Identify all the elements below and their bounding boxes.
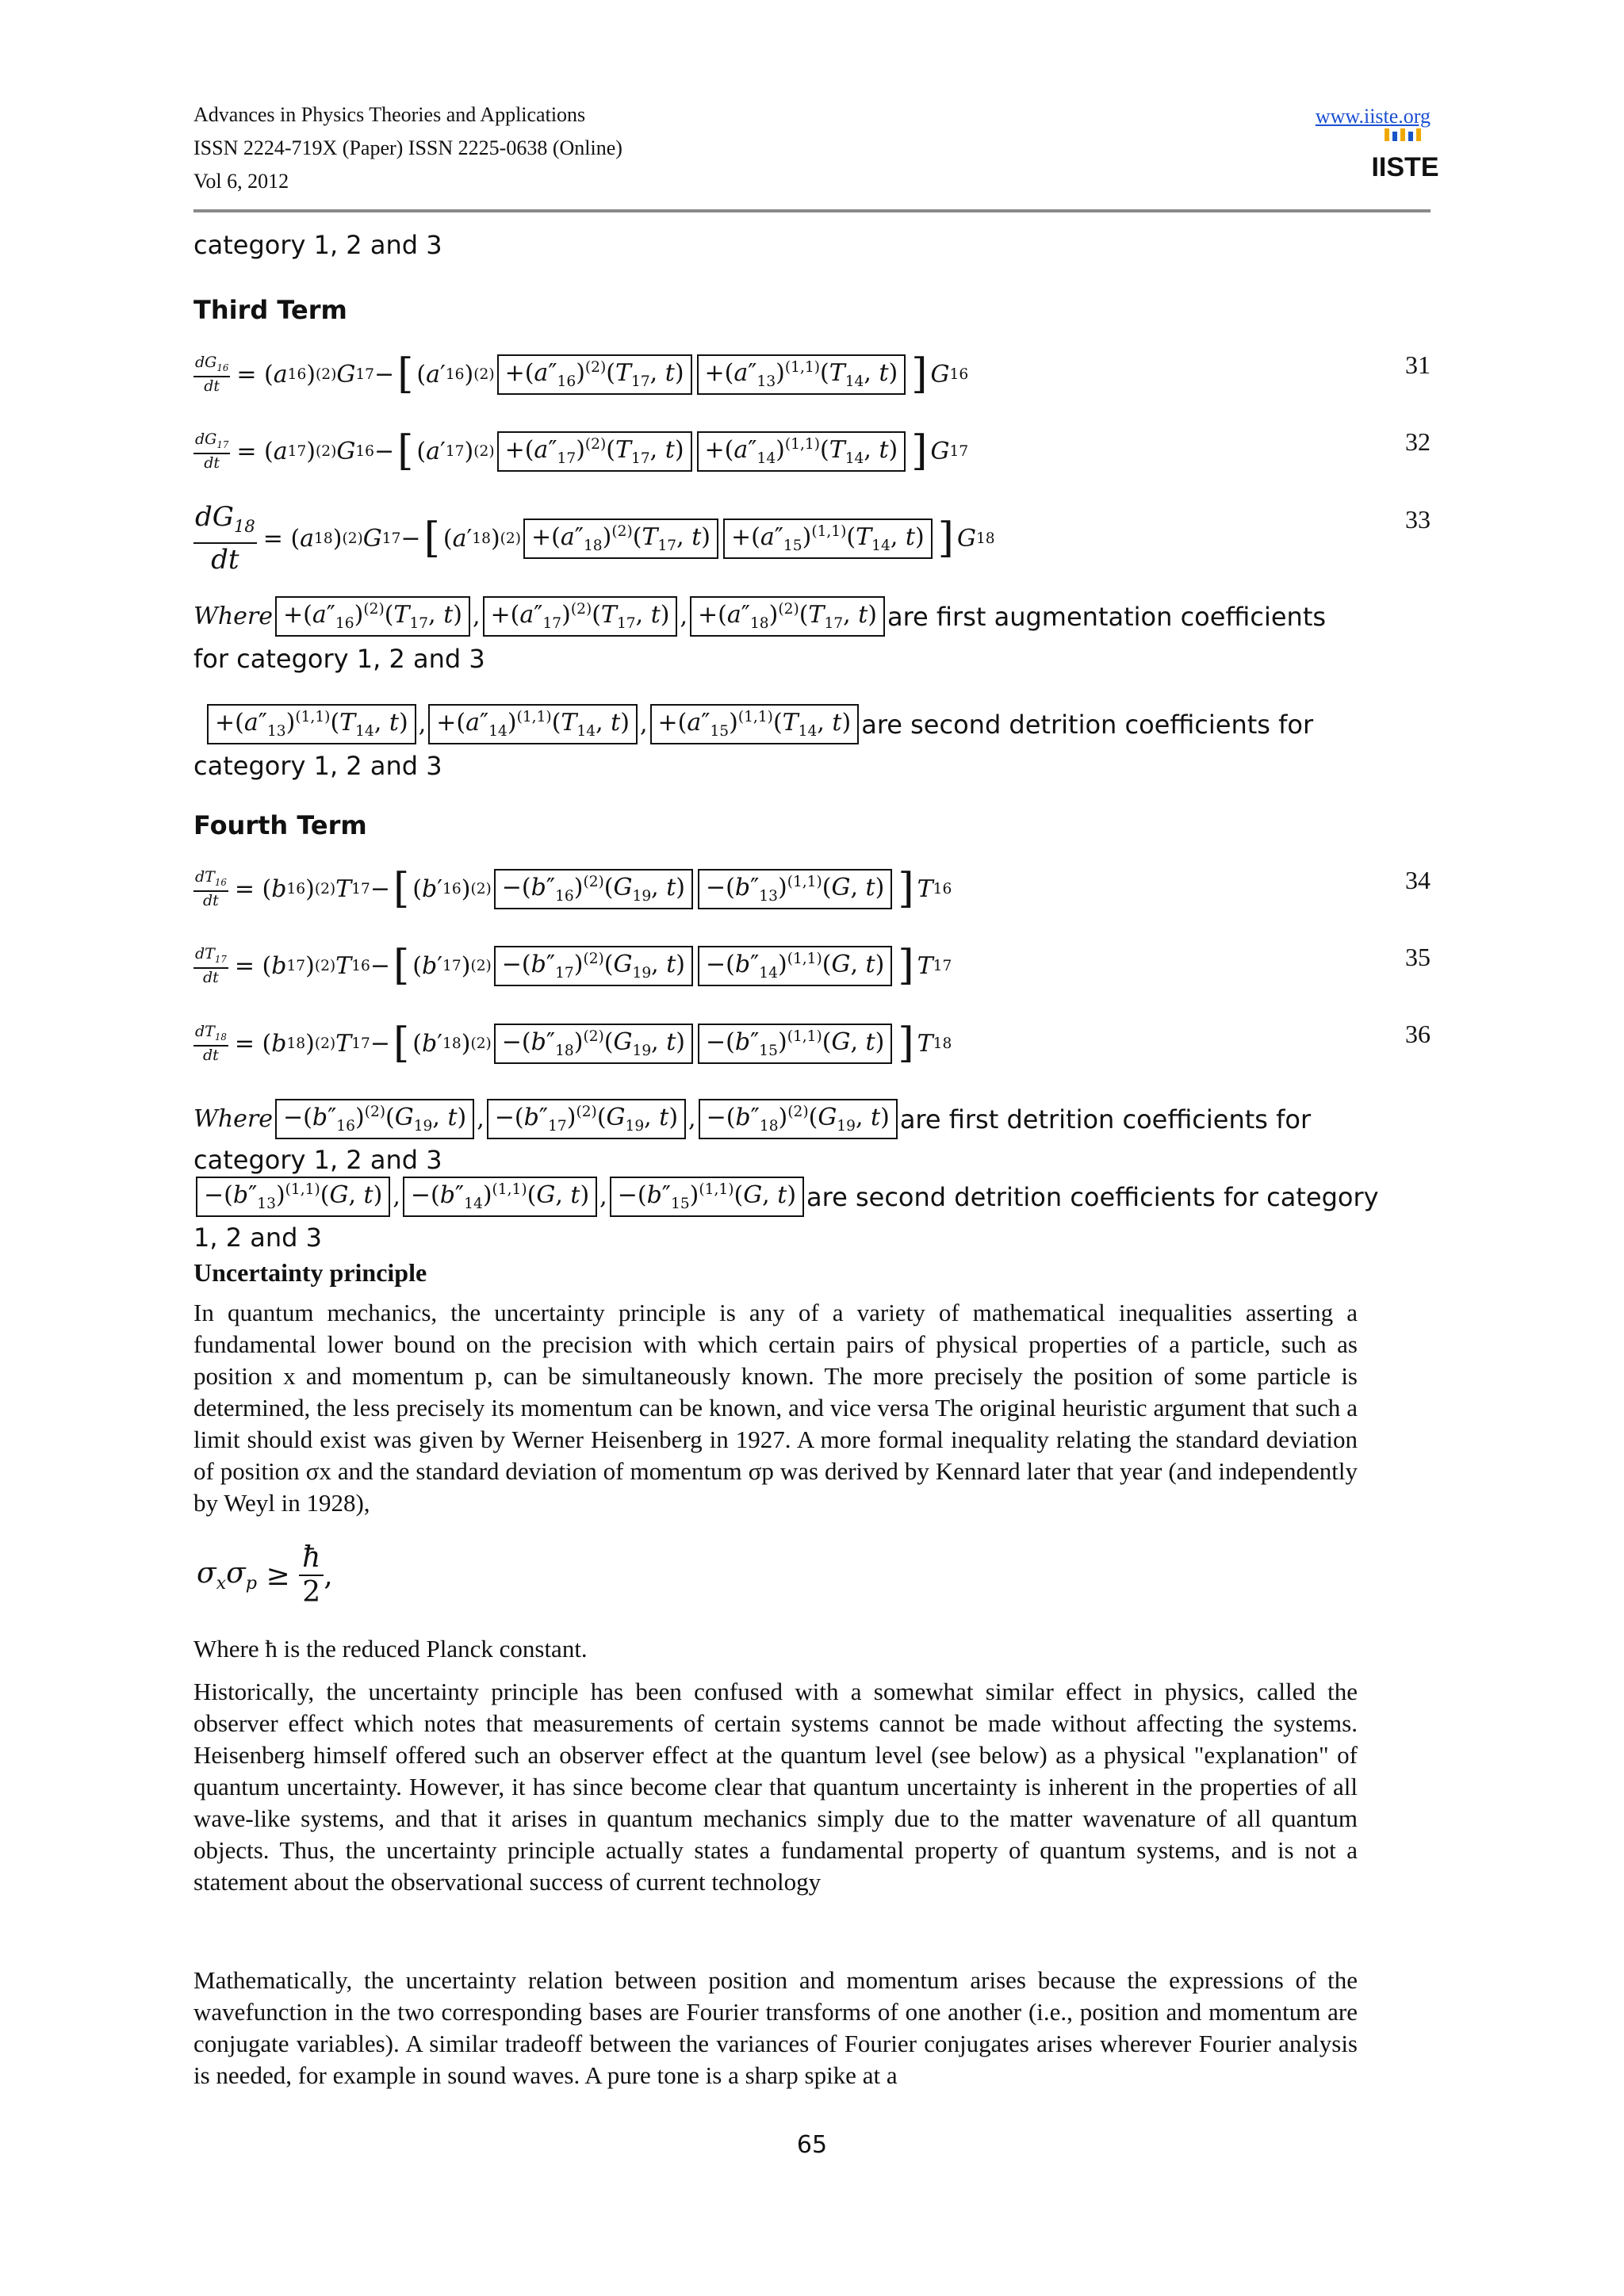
logo-text: IISTE: [1371, 152, 1439, 182]
section-title: Uncertainty principle: [193, 1258, 427, 1287]
equation-number: 34: [1405, 866, 1431, 894]
third-second-tail: are second detrition coefficients for: [861, 709, 1314, 740]
issn-line: ISSN 2224-719X (Paper) ISSN 2225-0638 (Online): [193, 136, 622, 159]
uncertainty-formula: $\sigma_x\sigma_p$ ≥ ħ 2 ,: [197, 1541, 333, 1609]
fourth-term-heading: Fourth Term: [193, 810, 367, 840]
equation-number: 36: [1405, 1020, 1431, 1048]
paragraph-2: Historically, the uncertainty principle has been confused with a somewhat similar effect in physics, called the observer effect which notes that measurements of certain systems cannot be made without affecting the systems. Heisenberg himself offered such an observer effect at the quantum level (see below) as a physical "explanation" of quantum uncertainty. However, it has since become clear that quantum uncertainty is inherent in the properties of all wave-like systems, and that it arises in quantum mechanics simply due to the matter wavenature of all quantum objects. Thus, the uncertainty principle actually states a fundamental property of quantum systems, and is not a statement about the observational success of current technology: [193, 1678, 1358, 1896]
iiste-logo: [1371, 128, 1439, 184]
third-where-line2: for category 1, 2 and 3: [193, 644, 485, 674]
equation-34: $\frac{dT_{16}}{dt}$ = ( b 16 ) (2) T 17 − [ ( b ′ 16 ) (2) $-(b''_{16})^{(2)}(G_{19}$, t) $-(b''_{13})^{(1,1)}(G$, t) ] T 16: [195, 865, 952, 913]
equation-35: $\frac{dT_{17}}{dt}$ = ( b 17 ) (2) T 16 − [ ( b ′ 17 ) (2) $-(b''_{17})^{(2)}(G_{19}$, t) $-(b''_{14})^{(1,1)}(G$, t) ] T 17: [195, 942, 952, 989]
third-second-line: $+(a''_{13})^{(1,1)}(T_{14}$, t) , $+(a''_{14})^{(1,1)}(T_{14}$, t) , $+(a''_{15})^{(1,1)}(T_{14}$, t) are second detrition coefficients for: [205, 704, 1313, 744]
equation-36: $\frac{dT_{18}}{dt}$ = ( b 18 ) (2) T 17 − [ ( b ′ 18 ) (2) $-(b''_{18})^{(2)}(G_{19}$, t) $-(b''_{15})^{(1,1)}(G$, t) ] T 18: [195, 1020, 952, 1067]
equation-31: $\frac{dG_{16}}{dt}$ = ( a 16 ) (2) G 17 − [ ( a ′ 16 ) (2) $+(a''_{16})^{(2)}(T_{17}$, t) $+(a''_{13})^{(1,1)}(T_{14}$, t) ] G 16: [195, 350, 969, 398]
fourth-second-tail: are second detrition coefficients for category: [806, 1181, 1379, 1212]
equation-32: $\frac{dG_{17}}{dt}$ = ( a 17 ) (2) G 16 − [ ( a ′ 17 ) (2) $+(a''_{17})^{(2)}(T_{17}$, t) $+(a''_{14})^{(1,1)}(T_{14}$, t) ] G 17: [195, 427, 969, 475]
journal-title: Advances in Physics Theories and Applications: [193, 103, 586, 126]
fourth-second-line2: 1, 2 and 3: [193, 1223, 322, 1253]
paragraph-3: Mathematically, the uncertainty relation between position and momentum arises because the expressions of the wavefunction in the two corresponding bases are Fourier transforms of one another (i.e., position and momentum are conjugate variables). A similar tradeoff between the variances of Fourier conjugates arises wherever Fourier analysis is needed, for example in sound waves. A pure tone is a sharp spike at a: [193, 1966, 1358, 2089]
paragraph-1: In quantum mechanics, the uncertainty principle is any of a variety of mathematical inequalities asserting a fundamental lower bound on the precision with which certain pairs of physical properties of a particle, such as position x and momentum p, can be simultaneously known. The more precisely the position of some particle is determined, the less precisely its momentum can be known, and vice versa The original heuristic argument that such a limit should exist was given by Werner Heisenberg in 1927. A more formal inequality relating the standard deviation of position σx and the standard deviation of momentum σp was derived by Kennard later that year (and independently by Weyl in 1928),: [193, 1299, 1358, 1517]
equation-number: 35: [1405, 943, 1431, 971]
where-word: Where: [193, 1105, 274, 1133]
third-term-heading: Third Term: [193, 295, 347, 325]
fourth-where-tail: are first detrition coefficients for: [899, 1104, 1312, 1135]
fourth-where-line: Where $-(b''_{16})^{(2)}(G_{19}$, t) , $-(b''_{17})^{(2)}(G_{19}$, t) , $-(b''_{18})^{(2)}(G_{19}$, t) are first detrition coefficients for: [193, 1099, 1311, 1139]
equation-number: 33: [1405, 505, 1431, 534]
page-number: 65: [796, 2131, 828, 2159]
header-rule: [193, 209, 1431, 212]
planck-line: Where ħ is the reduced Planck constant.: [193, 1635, 588, 1663]
fourth-second-line: $-(b''_{13})^{(1,1)}(G$, t) , $-(b''_{14})^{(1,1)}(G$, t) , $-(b''_{15})^{(1,1)}(G$, t) are second detrition coefficients for category: [193, 1177, 1379, 1217]
journal-url-link[interactable]: www.iiste.org: [1315, 105, 1431, 128]
third-second-line2: category 1, 2 and 3: [193, 751, 442, 781]
equation-33: $\frac{dG_{18}}{dt}$ = ( a 18 ) (2) G 17 − [ ( a ′ 18 ) (2) $+(a''_{18})^{(2)}(T_{17}$, t) $+(a''_{15})^{(1,1)}(T_{14}$, t) ] G 18: [195, 501, 995, 576]
third-where-line: Where $+(a''_{16})^{(2)}(T_{17}$, t) , $+(a''_{17})^{(2)}(T_{17}$, t) , $+(a''_{18})^{(2)}(T_{17}$, t) are first augmentation coefficients: [193, 596, 1326, 637]
where-word: Where: [193, 603, 274, 630]
volume-line: Vol 6, 2012: [193, 170, 289, 193]
fourth-where-line2: category 1, 2 and 3: [193, 1145, 442, 1175]
equation-number: 31: [1405, 350, 1431, 379]
category-text: category 1, 2 and 3: [193, 230, 442, 260]
equation-number: 32: [1405, 427, 1431, 456]
third-where-tail: are first augmentation coefficients: [887, 601, 1327, 632]
